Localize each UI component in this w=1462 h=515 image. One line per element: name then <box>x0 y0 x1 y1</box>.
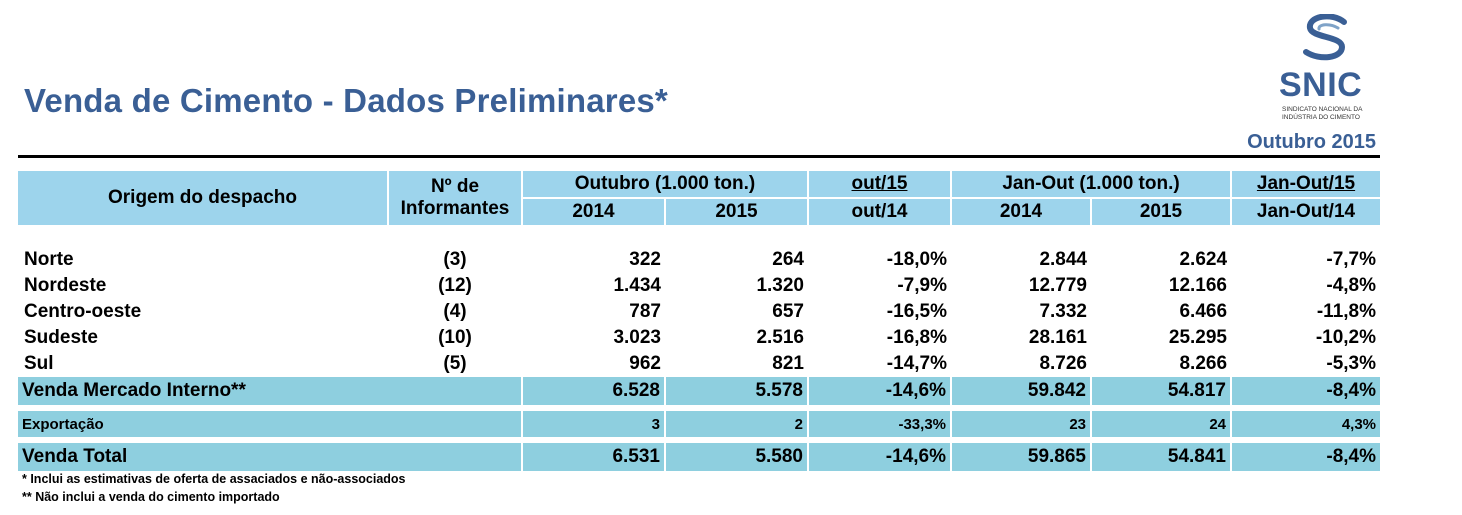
table-row: Sul (5) 962 821 -14,7% 8.726 8.266 -5,3% <box>24 353 1377 374</box>
header-ytd-2014: 2014 <box>951 198 1091 225</box>
table-row: Norte (3) 322 264 -18,0% 2.844 2.624 -7,7% <box>24 249 1377 270</box>
snic-s-mark-icon <box>1298 14 1354 64</box>
cement-sales-table <box>18 171 1380 471</box>
header-row-top <box>18 171 1380 198</box>
logo-subtitle: SINDICATO NACIONAL DA INDÚSTRIA DO CIMENTO <box>1282 106 1363 121</box>
header-month-2014: 2014 <box>522 198 665 225</box>
header-month-var-bottom: out/14 <box>808 198 951 225</box>
snic-logo <box>1276 14 1376 124</box>
header-month-group: Outubro (1.000 ton.) <box>522 171 808 198</box>
table-row: Sudeste (10) 3.023 2.516 -16,8% 28.161 25.295 -10,2% <box>24 327 1377 348</box>
logo-wordmark: SNIC <box>1279 66 1363 104</box>
header-ytd-group: Jan-Out (1.000 ton.) <box>951 171 1231 198</box>
page-title: Venda de Cimento - Dados Preliminares* <box>24 82 668 119</box>
report-period: Outubro 2015 <box>1247 131 1376 153</box>
table-row: Nordeste (12) 1.434 1.320 -7,9% 12.779 12.166 -4,8% <box>24 275 1377 296</box>
header-ytd-var-top: Jan-Out/15 <box>1231 171 1380 198</box>
footnote: * Inclui as estimativas de oferta de assaciados e não-associados <box>22 472 406 486</box>
total-row: Venda Total 6.531 5.580 -14,6% 59.865 54.841 -8,4% <box>18 443 1380 471</box>
header-informants: Nº de Informantes <box>388 171 522 225</box>
export-row: Exportação 3 2 -33,3% 23 24 4,3% <box>18 411 1380 437</box>
header-origin: Origem do despacho <box>18 171 388 225</box>
title-divider <box>18 155 1380 158</box>
header-ytd-2015: 2015 <box>1091 198 1231 225</box>
internal-market-row: Venda Mercado Interno** 6.528 5.578 -14,6% 59.842 54.817 -8,4% <box>18 377 1380 405</box>
table-row: Centro-oeste (4) 787 657 -16,5% 7.332 6.466 -11,8% <box>24 301 1377 322</box>
header-month-2015: 2015 <box>665 198 808 225</box>
header-month-var-top: out/15 <box>808 171 951 198</box>
footnote: ** Não inclui a venda do cimento importado <box>22 490 280 504</box>
header-ytd-var-bottom: Jan-Out/14 <box>1231 198 1380 225</box>
